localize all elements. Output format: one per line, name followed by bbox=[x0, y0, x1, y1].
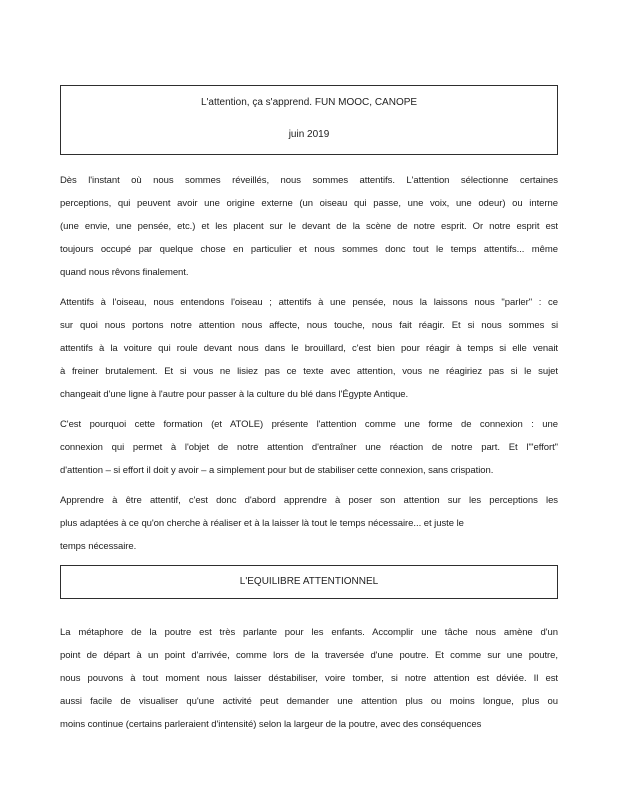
document-title: L'attention, ça s'apprend. FUN MOOC, CANOPE bbox=[200, 97, 418, 108]
paragraph bbox=[60, 621, 558, 736]
paragraph bbox=[60, 291, 558, 406]
section-heading-box bbox=[60, 565, 558, 599]
paragraph bbox=[60, 489, 558, 558]
text-line: attentifs à la voiture qui roule devant nous dans le brouillard, c'est bien pour réagir à temps si elle venait bbox=[60, 343, 558, 354]
text-line: nous pouvons à tout moment nous laisser déstabiliser, voire tomber, si notre attention est déviée. Il est bbox=[60, 673, 558, 684]
text-line: connexion qui permet à l'objet de notre attention d'entraîner une réaction de notre part. Et l'"effort" bbox=[60, 442, 558, 453]
text-line: quand nous rêvons finalement. bbox=[60, 267, 189, 278]
text-line: perceptions, qui peuvent avoir une origine externe (un oiseau qui passe, une voix, une odeur) ou interne bbox=[60, 198, 558, 209]
section-heading: L'EQUILIBRE ATTENTIONNEL bbox=[239, 576, 379, 587]
text-line: Apprendre à être attentif, c'est donc d'abord apprendre à poser son attention sur les perceptions les bbox=[60, 495, 558, 506]
document-date: juin 2019 bbox=[288, 129, 330, 140]
text-line: toujours occupé par quelque chose en particulier et nous sommes donc tout le temps attentifs... même bbox=[60, 244, 558, 255]
text-line: sur quoi nous portons notre attention nous affecte, nous touche, nous fait réagir. Et si nous sommes si bbox=[60, 320, 558, 331]
text-line: C'est pourquoi cette formation (et ATOLE) présente l'attention comme une forme de connexion : une bbox=[60, 419, 558, 430]
text-line: d'attention – si effort il doit y avoir – a simplement pour but de stabiliser cette connexion, sans crispation. bbox=[60, 465, 494, 476]
text-line: La métaphore de la poutre est très parlante pour les enfants. Accomplir une tâche nous amène d'un bbox=[60, 627, 558, 638]
text-line: à freiner brutalement. Et si vous ne lisiez pas ce texte avec attention, vous ne réagiriez pas si le sujet bbox=[60, 366, 558, 377]
paragraph bbox=[60, 169, 558, 284]
text-line: temps nécessaire. bbox=[60, 541, 137, 552]
text-line: Attentifs à l'oiseau, nous entendons l'oiseau ; attentifs à une pensée, nous la laissons nous "parler" : ce bbox=[60, 297, 558, 308]
text-line: (une envie, une pensée, etc.) et les placent sur le devant de la scène de notre esprit. Or notre esprit est bbox=[60, 221, 558, 232]
text-line: Dès l'instant où nous sommes réveillés, nous sommes attentifs. L'attention sélectionne certaines bbox=[60, 175, 558, 186]
text-line: aussi facile de visualiser qu'une activité peut demander une attention plus ou moins longue, plus ou bbox=[60, 696, 558, 707]
text-line: moins continue (certains parleraient d'intensité) selon la largeur de la poutre, avec des conséquences bbox=[60, 719, 482, 730]
text-line: changeait d'une ligne à l'autre pour passer à la culture du blé dans l'Égypte Antique. bbox=[60, 389, 409, 400]
intro-paragraphs bbox=[60, 169, 558, 558]
paragraph bbox=[60, 413, 558, 482]
text-line: plus adaptées à ce qu'on cherche à réaliser et à la laisser là tout le temps nécessaire... et juste le bbox=[60, 518, 464, 529]
text-line: point de départ à un point d'arrivée, comme lors de la traversée d'une poutre. Et comme sur une poutre, bbox=[60, 650, 558, 661]
body-paragraphs bbox=[60, 621, 558, 736]
document-header-box bbox=[60, 85, 558, 155]
